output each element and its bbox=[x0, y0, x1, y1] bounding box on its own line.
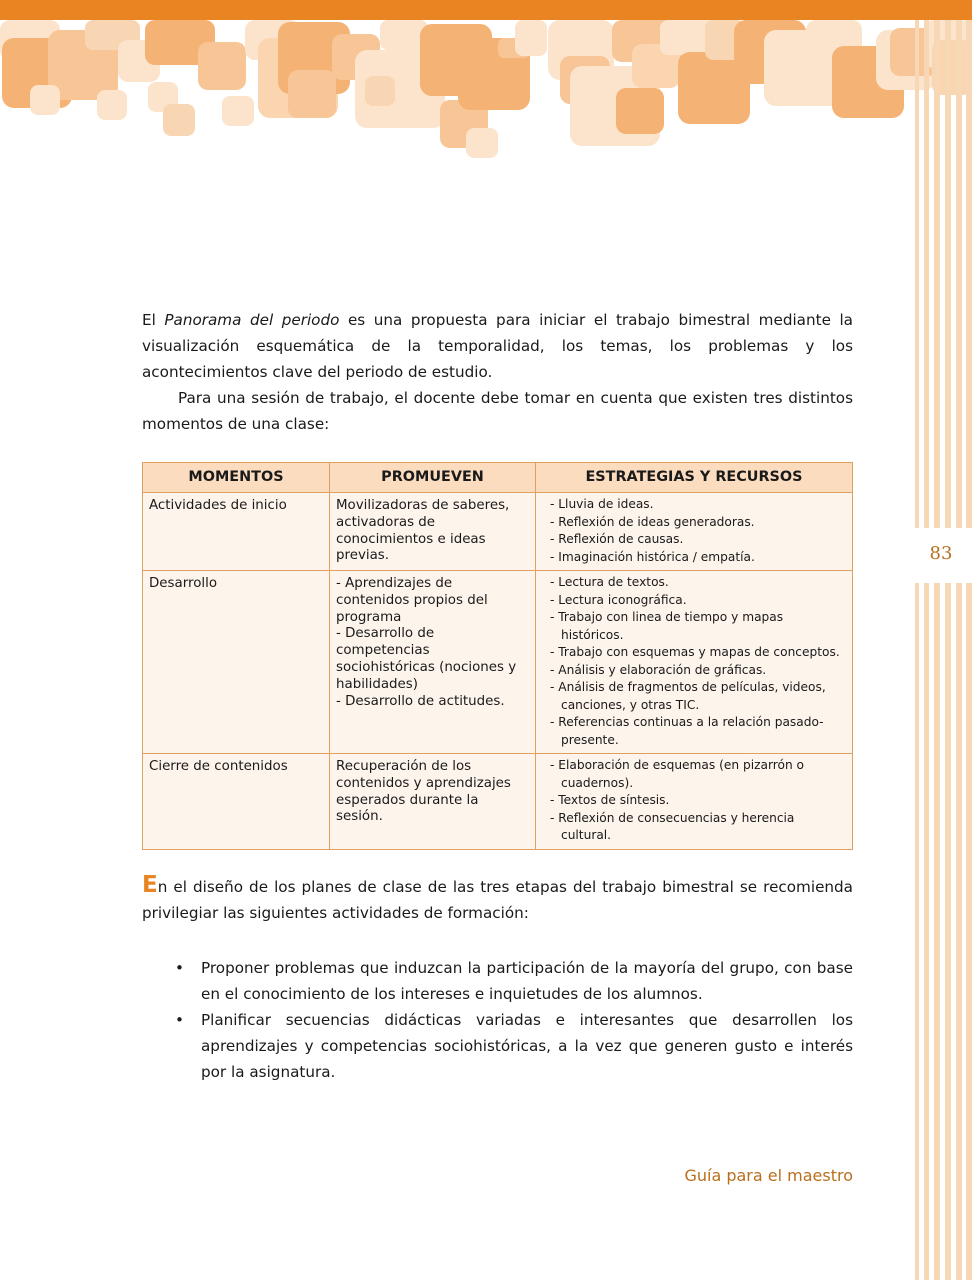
header-momentos: MOMENTOS bbox=[143, 463, 330, 493]
table-row bbox=[143, 493, 853, 571]
estrategia-item: - Reflexión de consecuencias y herencia cultural. bbox=[550, 810, 795, 842]
bullet-icon: • bbox=[175, 1011, 184, 1029]
promueven-cell bbox=[330, 571, 536, 754]
page-number: 83 bbox=[929, 543, 953, 564]
estrategia-item: - Análisis de fragmentos de películas, videos, canciones, y otras TIC. bbox=[550, 680, 826, 712]
recommendation-paragraph bbox=[142, 872, 853, 926]
table-header-row bbox=[143, 463, 853, 493]
estrategia-item: - Lectura de textos. bbox=[550, 575, 669, 589]
intro-p1-start: El bbox=[142, 311, 165, 329]
estrategias-cell bbox=[536, 493, 853, 571]
header-estrategias: ESTRATEGIAS Y RECURSOS bbox=[536, 463, 853, 493]
list-item bbox=[175, 1007, 853, 1085]
moments-table bbox=[142, 462, 853, 850]
promueven-item: Movilizadoras de saberes, activadoras de conocimientos e ideas previas. bbox=[336, 498, 510, 564]
header-promueven: PROMUEVEN bbox=[330, 463, 536, 493]
estrategias-cell bbox=[536, 754, 853, 850]
list-item-text: Proponer problemas que induzcan la participación de la mayoría del grupo, con base en el conocimiento de los intereses e inquietudes de los alumnos. bbox=[201, 959, 853, 1003]
estrategia-item: - Imaginación histórica / empatía. bbox=[550, 549, 755, 564]
estrategias-cell bbox=[536, 571, 853, 754]
footer-title: Guía para el maestro bbox=[684, 1166, 853, 1185]
promueven-item: - Aprendizajes de contenidos propios del programa bbox=[336, 576, 488, 625]
promueven-cell bbox=[330, 754, 536, 850]
decorative-vertical-stripes bbox=[912, 20, 972, 1280]
list-item bbox=[175, 955, 853, 1007]
estrategia-item: - Lluvia de ideas. bbox=[550, 497, 654, 511]
estrategia-item: - Textos de síntesis. bbox=[550, 793, 670, 807]
estrategia-item: - Trabajo con esquemas y mapas de conceptos. bbox=[550, 645, 840, 659]
estrategia-item: - Reflexión de causas. bbox=[550, 532, 684, 546]
table-row bbox=[143, 754, 853, 850]
promueven-item: - Desarrollo de competencias sociohistóricas (nociones y habilidades) bbox=[336, 626, 517, 692]
activities-list bbox=[175, 955, 853, 1085]
momento-cell: Desarrollo bbox=[143, 571, 330, 754]
promueven-item: - Desarrollo de actitudes. bbox=[336, 693, 505, 709]
intro-p1-emphasis: Panorama del periodo bbox=[164, 311, 340, 329]
promueven-item: Recuperación de los contenidos y aprendizajes esperados durante la sesión. bbox=[336, 759, 511, 825]
estrategia-item: - Referencias continuas a la relación pasado-presente. bbox=[550, 715, 824, 747]
intro-paragraph-2: Para una sesión de trabajo, el docente debe tomar en cuenta que existen tres distintos momentos de una clase: bbox=[142, 389, 853, 433]
dropcap-letter: E bbox=[142, 872, 158, 898]
table-row bbox=[143, 571, 853, 754]
momento-cell: Actividades de inicio bbox=[143, 493, 330, 571]
list-item-text: Planificar secuencias didácticas variadas e interesantes que desarrollen los aprendizajes y competencias sociohistóricas, a la vez que generen gusto e interés por la asignatura. bbox=[201, 1011, 853, 1081]
intro-paragraph-1 bbox=[142, 307, 853, 385]
momento-cell: Cierre de contenidos bbox=[143, 754, 330, 850]
intro-p1-end: es una propuesta para iniciar el trabajo bimestral mediante la visualización esquemática de la temporalidad, los temas, los problemas y los acontecimientos clave del periodo de estudio. bbox=[142, 311, 853, 381]
estrategia-item: - Trabajo con linea de tiempo y mapas históricos. bbox=[550, 610, 784, 642]
intro-text bbox=[142, 307, 853, 437]
promueven-cell bbox=[330, 493, 536, 571]
estrategia-item: - Reflexión de ideas generadoras. bbox=[550, 514, 755, 529]
estrategia-item: - Análisis y elaboración de gráficas. bbox=[550, 662, 767, 677]
bullet-icon: • bbox=[175, 959, 184, 977]
recommendation-text: n el diseño de los planes de clase de las tres etapas del trabajo bimestral se recomienda privilegiar las siguientes actividades de formación: bbox=[142, 878, 853, 922]
estrategia-item: - Lectura iconográfica. bbox=[550, 592, 687, 607]
estrategia-item: - Elaboración de esquemas (en pizarrón o cuadernos). bbox=[550, 758, 805, 790]
decorative-squares-header bbox=[0, 0, 972, 170]
